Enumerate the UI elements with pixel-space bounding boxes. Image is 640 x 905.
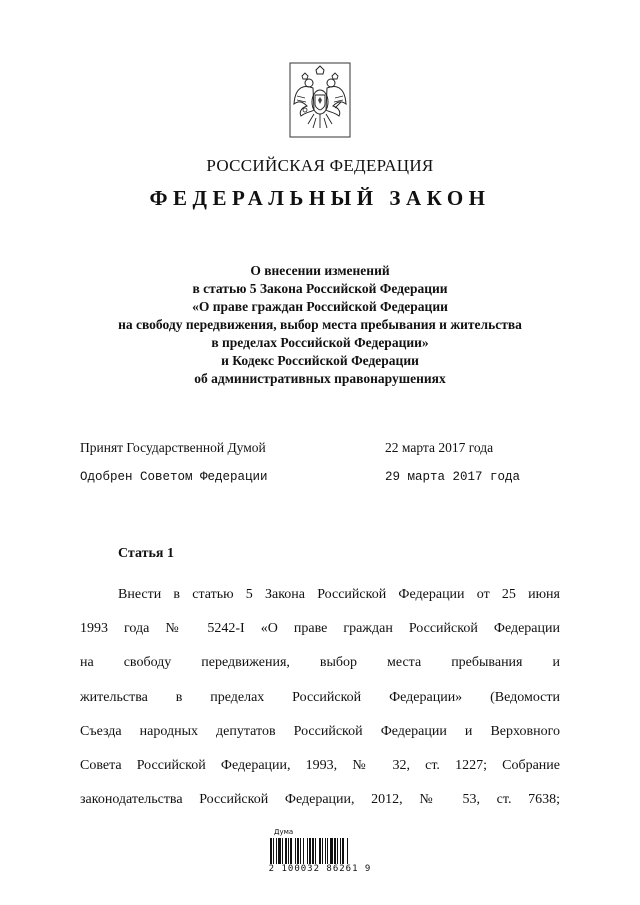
article-line: Совета Российской Федерации, 1993, № 32, ст. 1227; Собрание (80, 758, 560, 774)
barcode-bar (282, 838, 283, 864)
barcode-bar (307, 838, 308, 864)
duma-label: Принят Государственной Думой (80, 440, 266, 455)
article-line: жительства в пределах Российской Федерации» (Ведомости (80, 689, 560, 705)
barcode-bar (303, 838, 304, 864)
article-line: на свободу передвижения, выбор места пребывания и (80, 655, 560, 671)
barcode-bar (312, 838, 314, 864)
barcode-bar (315, 838, 316, 864)
barcode-bar (278, 838, 281, 864)
barcode-bar (342, 838, 344, 864)
barcode-bar (340, 838, 341, 864)
barcode-bar (273, 838, 274, 864)
barcode-bar (337, 838, 338, 864)
barcode-bar (319, 838, 321, 864)
subject-line: об административных правонарушениях (194, 371, 446, 386)
barcode-bar (330, 838, 333, 864)
barcode-bar (288, 838, 289, 864)
barcode-bar (297, 838, 299, 864)
council-label: Одобрен Советом Федерации (80, 470, 268, 484)
article-line: 1993 года № 5242-I «О праве граждан Российской Федерации (80, 621, 560, 637)
country-name: РОССИЙСКАЯ ФЕДЕРАЦИЯ (206, 156, 434, 175)
council-date: 29 марта 2017 года (385, 470, 521, 484)
barcode-bar (300, 838, 301, 864)
barcode-bar (309, 838, 311, 864)
article-line: Внести в статью 5 Закона Российской Федерации от 25 июня (118, 587, 560, 602)
article-line: Съезда народных депутатов Российской Федерации и Верховного (80, 723, 560, 739)
subject-line: О внесении изменений (250, 263, 390, 278)
duma-date: 22 марта 2017 года (385, 440, 494, 455)
barcode-bar (347, 838, 348, 864)
barcode-bar (325, 838, 326, 864)
law-subject (0, 262, 640, 388)
barcode-bar (290, 838, 292, 864)
article-line: законодательства Российской Федерации, 2012, № 53, ст. 7638; (80, 792, 560, 808)
subject-line: в статью 5 Закона Российской Федерации (192, 281, 448, 296)
subject-line: и Кодекс Российской Федерации (221, 353, 419, 368)
subject-line: на свободу передвижения, выбор места пребывания и жительства (118, 317, 522, 332)
barcode-bar (322, 838, 323, 864)
coat-of-arms-icon (289, 62, 351, 138)
barcode-bar (285, 838, 287, 864)
document-type-title: ФЕДЕРАЛЬНЫЙ ЗАКОН (149, 186, 491, 210)
article-body (80, 578, 560, 817)
subject-line: в пределах Российской Федерации» (211, 335, 429, 350)
barcode-bar (276, 838, 277, 864)
subject-line: «О праве граждан Российской Федерации (192, 299, 448, 314)
barcode-bar (334, 838, 336, 864)
article-heading: Статья 1 (118, 546, 174, 561)
barcode-bar (327, 838, 328, 864)
barcode-top-mark: Дума (274, 828, 294, 836)
barcode-bar (295, 838, 296, 864)
barcode-number: 2 100032 86261 9 (268, 864, 372, 874)
barcode-icon (268, 838, 378, 864)
barcode-bar (270, 838, 272, 864)
